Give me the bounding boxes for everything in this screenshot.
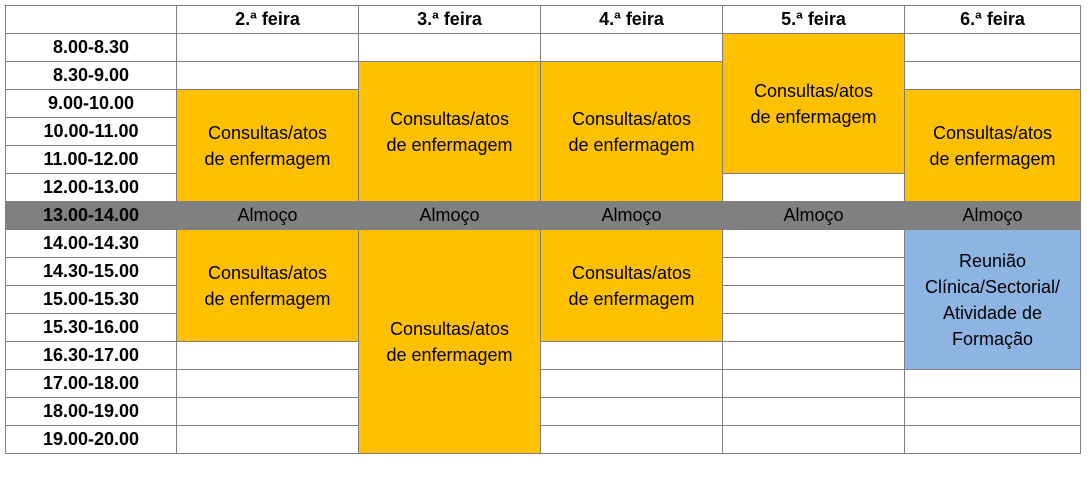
- time-slot: 8.00-8.30: [6, 34, 177, 62]
- empty-cell: [723, 342, 905, 370]
- empty-cell: [177, 370, 359, 398]
- time-slot: 16.30-17.00: [6, 342, 177, 370]
- empty-cell: [723, 258, 905, 286]
- friday-morning-activity: Consultas/atos de enfermagem: [905, 90, 1081, 202]
- empty-cell: [905, 34, 1081, 62]
- day-header-friday: 6.ª feira: [905, 6, 1081, 34]
- empty-cell: [177, 62, 359, 90]
- empty-cell: [177, 426, 359, 454]
- table-row: [6, 62, 1081, 90]
- time-slot: 9.00-10.00: [6, 90, 177, 118]
- empty-cell: [723, 398, 905, 426]
- time-slot: 8.30-9.00: [6, 62, 177, 90]
- time-slot: 13.00-14.00: [6, 202, 177, 230]
- empty-cell: [723, 426, 905, 454]
- day-header-wednesday: 4.ª feira: [541, 6, 723, 34]
- empty-cell: [723, 286, 905, 314]
- lunch-cell: Almoço: [723, 202, 905, 230]
- friday-meeting-block: Reunião Clínica/Sectorial/ Atividade de Formação: [905, 230, 1081, 370]
- monday-afternoon-activity: Consultas/atos de enfermagem: [177, 230, 359, 342]
- empty-cell: [177, 34, 359, 62]
- time-slot: 10.00-11.00: [6, 118, 177, 146]
- empty-cell: [905, 426, 1081, 454]
- empty-cell: [177, 398, 359, 426]
- thursday-morning-activity: Consultas/atos de enfermagem: [723, 34, 905, 174]
- header-row: [6, 6, 1081, 34]
- day-header-thursday: 5.ª feira: [723, 6, 905, 34]
- empty-cell: [905, 398, 1081, 426]
- table-row: [6, 370, 1081, 398]
- empty-cell: [905, 370, 1081, 398]
- empty-cell: [723, 314, 905, 342]
- day-header-tuesday: 3.ª feira: [359, 6, 541, 34]
- empty-cell: [541, 342, 723, 370]
- lunch-cell: Almoço: [359, 202, 541, 230]
- lunch-cell: Almoço: [905, 202, 1081, 230]
- day-header-monday: 2.ª feira: [177, 6, 359, 34]
- tuesday-morning-activity: Consultas/atos de enfermagem: [359, 62, 541, 202]
- table-row: [6, 230, 1081, 258]
- corner-cell: [6, 6, 177, 34]
- time-slot: 11.00-12.00: [6, 146, 177, 174]
- time-slot: 12.00-13.00: [6, 174, 177, 202]
- wednesday-morning-activity: Consultas/atos de enfermagem: [541, 62, 723, 202]
- empty-cell: [541, 370, 723, 398]
- empty-cell: [541, 34, 723, 62]
- time-slot: 17.00-18.00: [6, 370, 177, 398]
- table-row: [6, 426, 1081, 454]
- time-slot: 19.00-20.00: [6, 426, 177, 454]
- weekly-schedule-table: [5, 5, 1081, 454]
- empty-cell: [541, 398, 723, 426]
- lunch-row: [6, 202, 1081, 230]
- empty-cell: [723, 230, 905, 258]
- time-slot: 18.00-19.00: [6, 398, 177, 426]
- time-slot: 15.30-16.00: [6, 314, 177, 342]
- empty-cell: [177, 342, 359, 370]
- table-row: [6, 398, 1081, 426]
- wednesday-afternoon-activity: Consultas/atos de enfermagem: [541, 230, 723, 342]
- time-slot: 15.00-15.30: [6, 286, 177, 314]
- time-slot: 14.00-14.30: [6, 230, 177, 258]
- table-row: [6, 34, 1081, 62]
- lunch-cell: Almoço: [541, 202, 723, 230]
- empty-cell: [905, 62, 1081, 90]
- empty-cell: [541, 426, 723, 454]
- lunch-cell: Almoço: [177, 202, 359, 230]
- time-slot: 14.30-15.00: [6, 258, 177, 286]
- monday-morning-activity: Consultas/atos de enfermagem: [177, 90, 359, 202]
- empty-cell: [723, 370, 905, 398]
- empty-cell: [359, 34, 541, 62]
- tuesday-afternoon-activity: Consultas/atos de enfermagem: [359, 230, 541, 454]
